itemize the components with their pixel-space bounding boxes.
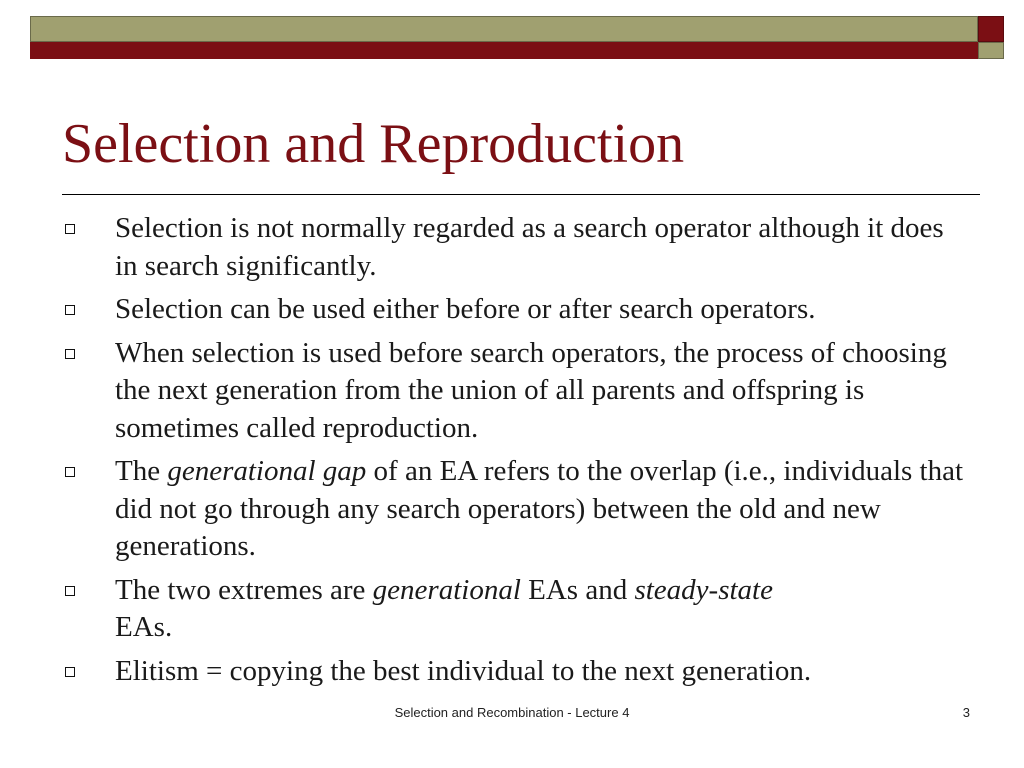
bullet-text: When selection is used before search operators, the process of choosing the next generation from the union of all parents and offspring is sometimes called reproduction. bbox=[115, 336, 947, 444]
footer-text: Selection and Recombination - Lecture 4 bbox=[394, 705, 630, 720]
bullet-text: Selection can be used either before or after search operators. bbox=[115, 293, 816, 325]
hollow-square-icon bbox=[65, 467, 75, 477]
bullet-item bbox=[62, 335, 972, 448]
bullet-emphasis-steady-state: steady-state bbox=[634, 573, 773, 606]
bullet-emphasis-generational: generational bbox=[372, 573, 521, 606]
header-band-maroon bbox=[30, 42, 978, 59]
bullet-item bbox=[62, 210, 972, 285]
hollow-square-icon bbox=[65, 667, 75, 677]
bullet-text-segment: of an EA refers to the overlap (i.e., individuals that did not go through any search operators) between the old and new generations. bbox=[115, 455, 964, 562]
hollow-square-icon bbox=[65, 224, 75, 234]
hollow-square-icon bbox=[65, 586, 75, 596]
bullet-text-segment: EAs. bbox=[115, 611, 173, 643]
header-corner-square-maroon bbox=[978, 16, 1004, 42]
title-underline-rule bbox=[62, 194, 980, 195]
bullet-text-segment: The bbox=[115, 455, 168, 487]
bullet-text: Elitism = copying the best individual to the next generation. bbox=[115, 654, 812, 687]
bullet-item bbox=[62, 453, 972, 566]
hollow-square-icon bbox=[65, 349, 75, 359]
bullet-text-segment: The two extremes are bbox=[115, 573, 373, 606]
bullet-item bbox=[62, 653, 972, 691]
bullet-text-segment: EAs and bbox=[520, 573, 635, 606]
bullet-list bbox=[62, 210, 972, 696]
bullet-item bbox=[62, 291, 972, 329]
header-band-olive bbox=[30, 16, 978, 42]
page-number: 3 bbox=[962, 705, 970, 720]
hollow-square-icon bbox=[65, 305, 75, 315]
slide-title: Selection and Reproduction bbox=[62, 113, 685, 175]
bullet-item bbox=[62, 572, 972, 647]
header-corner-square-olive bbox=[978, 42, 1004, 59]
bullet-text: Selection is not normally regarded as a search operator although it does in search significantly. bbox=[115, 212, 944, 282]
bullet-emphasis-generational-gap: generational gap bbox=[167, 455, 367, 487]
